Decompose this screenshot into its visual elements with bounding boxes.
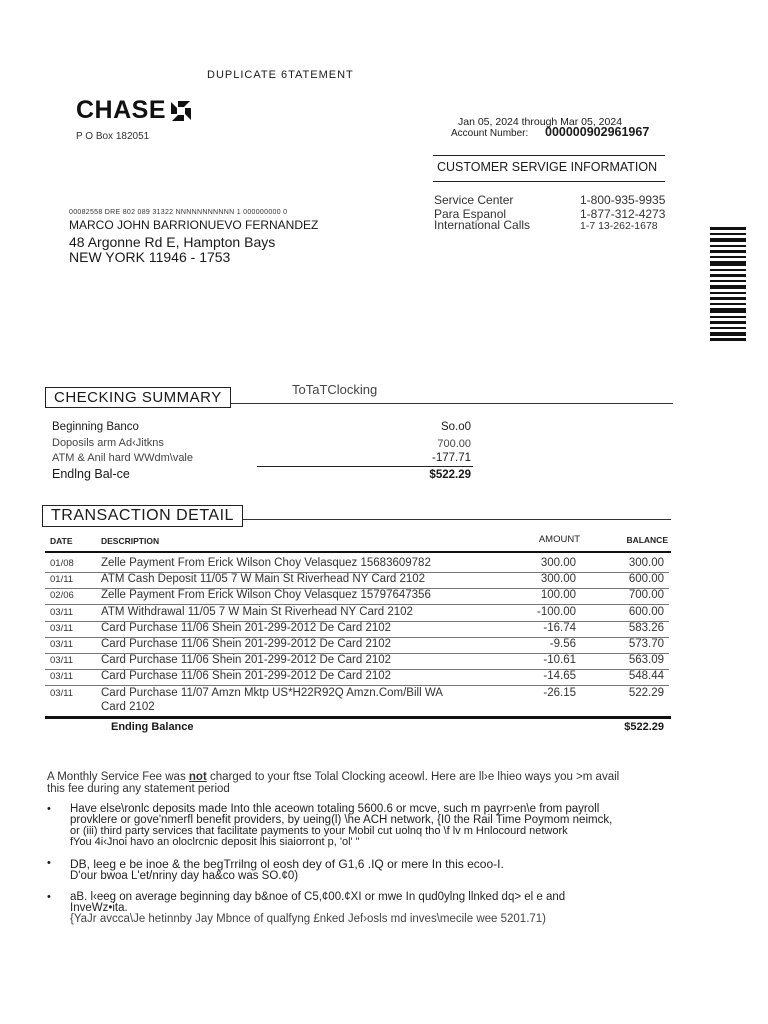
transaction-description-line2: Card 2102 bbox=[101, 700, 155, 713]
statement-period: Jan 05, 2024 through Mar 05, 2024 bbox=[458, 116, 623, 128]
para-espanol-phone: 1-877-312-4273 bbox=[580, 207, 666, 221]
col-amount-header: AMOUNT bbox=[538, 534, 580, 545]
col-description-header: DESCRIPTION bbox=[101, 536, 160, 546]
po-box: P O Box 182051 bbox=[76, 131, 150, 142]
service-center-phone: 1-800-935-9935 bbox=[580, 193, 666, 207]
address-street: 48 Argonne Rd E, Hampton Bays bbox=[69, 234, 276, 250]
summary-deposits-value: 700.00 bbox=[437, 438, 471, 450]
transaction-date: 02/06 bbox=[50, 590, 74, 602]
para-espanol-label: Para Espanol bbox=[434, 207, 507, 221]
transaction-detail-title: TRANSACTION DETAIL bbox=[42, 505, 243, 527]
fee-notice-not: not bbox=[188, 771, 207, 783]
chase-octagon-icon bbox=[170, 100, 192, 122]
transaction-amount: -14.65 bbox=[543, 670, 576, 683]
bullet-1-line3: or (iii) third party services that facilitate payments to your Mobil cut uolnq tho \f lv m Hnlocourd network bbox=[70, 825, 568, 837]
bullet-3-line3: {YaJr avcca\Je hetinnby Jay Mbnce of qualfyng £nked Jef›osls md inves\mecile wee 5201.71) bbox=[70, 913, 547, 925]
transaction-balance: 300.00 bbox=[628, 557, 664, 569]
checking-summary-title: CHECKING SUMMARY bbox=[45, 387, 231, 408]
account-number: 000000902961967 bbox=[545, 125, 650, 139]
postal-barcode bbox=[710, 227, 746, 341]
fee-notice-line1 bbox=[47, 771, 619, 783]
fee-notice-prefix: A Monthly Service Fee was bbox=[47, 771, 186, 783]
transaction-date: 03/11 bbox=[50, 622, 74, 634]
bullet-2-mark: • bbox=[47, 857, 51, 869]
transaction-balance: 700.00 bbox=[628, 589, 664, 602]
summary-beginning-value: So.o0 bbox=[440, 421, 471, 433]
bullet-1-line1: Have else\ronlc deposits made Into thle aceown totaling 5600.6 or mcve, such m payrr›en\e from payroll bbox=[70, 803, 600, 815]
ending-balance-label: Ending Balance bbox=[111, 721, 194, 733]
bullet-2-line2: D'our bwoa L'et/nriny day ha&co was SO.¢0) bbox=[70, 870, 299, 882]
transaction-date: 03/11 bbox=[50, 671, 74, 683]
divider bbox=[433, 155, 665, 156]
transaction-description: Card Purchase 11/06 Shein 201-299-2012 De Card 2102 bbox=[101, 638, 392, 650]
transaction-balance: 548.44 bbox=[628, 670, 664, 683]
transaction-balance: 600.00 bbox=[628, 605, 664, 618]
transaction-amount: 300.00 bbox=[540, 557, 576, 569]
summary-atm-label: ATM & Anil hard WWdm\vale bbox=[52, 452, 193, 464]
transaction-amount: -26.15 bbox=[543, 686, 576, 699]
transaction-description: Card Purchase 11/06 Shein 201-299-2012 De Card 2102 bbox=[101, 621, 392, 634]
transaction-date: 03/11 bbox=[50, 655, 74, 667]
summary-total-line bbox=[257, 466, 473, 467]
transaction-amount: 300.00 bbox=[540, 573, 576, 586]
bullet-1-mark: • bbox=[47, 803, 51, 815]
address-city: NEW YORK 11946 - 1753 bbox=[69, 249, 231, 265]
transaction-description: ATM Cash Deposit 11/05 7 W Main St Riverhead NY Card 2102 bbox=[101, 573, 426, 586]
col-balance-header: BALANCE bbox=[626, 535, 668, 545]
transaction-balance: 573.70 bbox=[628, 638, 664, 650]
ending-balance-rule bbox=[45, 716, 671, 719]
bullet-3-line2: InveWz•ita. bbox=[70, 902, 128, 914]
bullet-2-line1: DB, leeg e be inoe & the begTrrilng ol eosh dey of G1,6 .IQ or mere In this ecoo-I. bbox=[70, 857, 504, 871]
summary-deposits-label: Doposils arm Ad‹Jitkns bbox=[52, 437, 164, 449]
transaction-date: 03/11 bbox=[50, 639, 74, 650]
bullet-3-mark: • bbox=[47, 891, 51, 903]
transaction-description: Card Purchase 11/06 Shein 201-299-2012 De Card 2102 bbox=[101, 654, 392, 667]
summary-ending-value: $522.29 bbox=[429, 469, 471, 481]
fee-notice-line2: this fee during any statement period bbox=[47, 783, 230, 795]
duplicate-statement-label: DUPLICATE 6TATEMENT bbox=[207, 69, 354, 81]
transaction-balance: 583.26 bbox=[628, 621, 664, 634]
divider bbox=[433, 181, 665, 182]
international-calls-phone: 1-7 13-262-1678 bbox=[580, 220, 658, 232]
routing-code: 00082558 DRE 802 089 31322 NNNNNNNNNNN 1 000000000 0 bbox=[69, 209, 288, 216]
international-calls-label: International Calls bbox=[434, 218, 531, 232]
transaction-description: ATM Withdrawal 11/05 7 W Main St Riverhead NY Card 2102 bbox=[101, 605, 413, 618]
ending-balance-value: $522.29 bbox=[624, 721, 664, 733]
summary-atm-value: -177.71 bbox=[431, 452, 471, 464]
transaction-description: Zelle Payment From Erick Wilson Choy Velasquez 15683609782 bbox=[101, 557, 431, 569]
customer-service-title: CUSTOMER SERVIGE INFORMATION bbox=[437, 160, 658, 174]
bullet-1-line4: fYou 4i‹Jnoi havo an oloclrcnic deposit lhis siaiorront p, 'ol' " bbox=[70, 836, 360, 848]
summary-beginning-label: Beginning Banco bbox=[52, 421, 139, 433]
service-center-label: Service Center bbox=[434, 193, 514, 207]
transaction-date: 01/08 bbox=[50, 558, 74, 569]
transaction-date: 01/11 bbox=[50, 574, 74, 586]
transaction-description: Card Purchase 11/07 Amzn Mktp US*H22R92Q Amzn.Com/Bill WA bbox=[101, 686, 443, 699]
table-header-rule bbox=[45, 551, 671, 553]
bullet-3-line1: aB. l‹eeg on average beginning day b&noe of C5,¢00.¢XI or mwe In qud0ylng llnked dq> el e and bbox=[70, 891, 566, 903]
transaction-balance: 522.29 bbox=[628, 686, 664, 699]
summary-column-label: ToTaTClocking bbox=[292, 382, 378, 397]
transaction-date: 03/11 bbox=[50, 606, 74, 618]
bullet-1-line2: provklere or gove'nmerfl benefit providers, by ueing(l) \he ACH network, {I0 the Rail Time Poymom neimck, bbox=[70, 814, 613, 826]
customer-name: MARCO JOHN BARRIONUEVO FERNANDEZ bbox=[69, 218, 319, 232]
transaction-amount: -100.00 bbox=[536, 605, 576, 618]
transaction-amount: -16.74 bbox=[543, 621, 576, 634]
transaction-description: Zelle Payment From Erick Wilson Choy Velasquez 15797647356 bbox=[101, 589, 431, 602]
transaction-balance: 563.09 bbox=[628, 654, 664, 667]
col-date-header: DATE bbox=[50, 536, 73, 546]
transaction-amount: -9.56 bbox=[549, 638, 576, 650]
transaction-amount: -10.61 bbox=[543, 654, 576, 667]
fee-notice-rest: charged to your ftse Tolal Clocking aceowl. Here are ll›e lhieo ways you >m avail bbox=[210, 771, 620, 783]
transaction-amount: 100.00 bbox=[540, 589, 576, 602]
summary-ending-label: Endlng Bal-ce bbox=[52, 467, 130, 481]
transaction-date: 03/11 bbox=[50, 687, 74, 699]
transaction-balance: 600.00 bbox=[628, 573, 664, 586]
bank-name: CHASE bbox=[76, 96, 167, 124]
chase-logo bbox=[76, 96, 192, 125]
account-number-label: Account Number: bbox=[451, 128, 529, 139]
transaction-description: Card Purchase 11/06 Shein 201-299-2012 De Card 2102 bbox=[101, 670, 392, 683]
